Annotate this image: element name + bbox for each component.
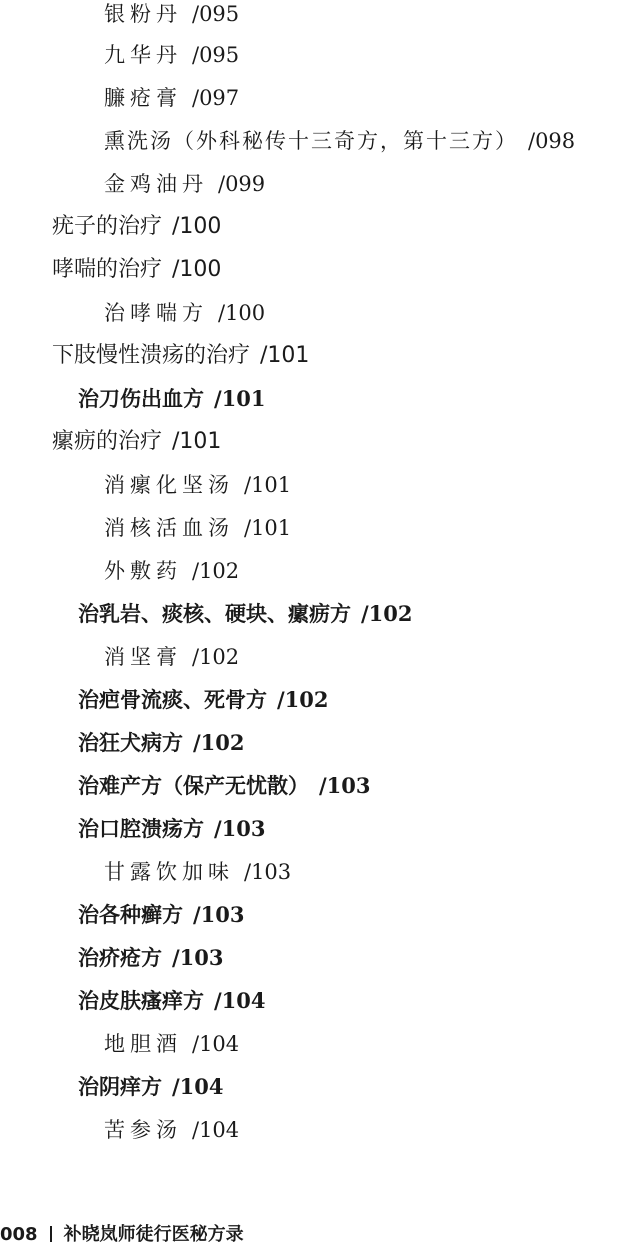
book-title: 补晓岚师徒行医秘方录 [63,1224,244,1245]
toc-entry [104,299,265,327]
toc-entry-title: 消瘰化坚汤 [104,473,234,497]
toc-entry-title: 银粉丹 [104,2,182,26]
toc-entry-page: /104 [214,988,266,1013]
toc-entry-page: /095 [192,43,240,67]
toc-entry-title: 治刀伤出血方 [78,386,204,411]
toc-entry-title: 熏洗汤（外科秘传十三奇方，第十三方） [104,129,518,153]
toc-entry-page: /100 [172,257,222,282]
toc-entry-page: /102 [193,730,245,755]
toc-entry-title: 瘰疬的治疗 [52,429,163,454]
footer-divider [50,1226,52,1242]
toc-entry [78,815,266,843]
toc-entry-title: 治阴痒方 [78,1074,162,1099]
toc-entry-page: /100 [172,214,222,239]
toc-entry-page: /104 [172,1074,224,1099]
toc-entry [78,686,329,714]
toc-entry-title: 治难产方（保产无忧散） [78,773,309,798]
toc-entry-title: 地胆酒 [104,1032,182,1056]
toc-entry-page: /101 [244,516,292,540]
toc-entry [104,643,239,671]
toc-entry [78,729,245,757]
toc-entry-title: 治哮喘方 [104,301,208,325]
toc-entry-title: 下肢慢性溃疡的治疗 [52,343,251,368]
toc-entry-page: /097 [192,86,240,110]
toc-entry [104,0,239,28]
toc-entry [104,170,265,198]
toc-entry-title: 臁疮膏 [104,86,182,110]
toc-entry [104,1030,239,1058]
toc-entry-title: 消坚膏 [104,645,182,669]
toc-entry [104,858,291,886]
toc-entry-title: 甘露饮加味 [104,860,234,884]
toc-entry-page: /102 [361,601,413,626]
toc-entry [78,600,413,628]
toc-entry [52,213,221,241]
toc-entry-page: /104 [192,1032,240,1056]
toc-entry-page: /103 [193,902,245,927]
toc-entry [104,471,291,499]
toc-entry [104,41,239,69]
toc-entry-page: /102 [192,559,240,583]
toc-entry [104,514,291,542]
toc-entry-page: /103 [244,860,292,884]
toc-entry [78,944,224,972]
toc-entry-page: /095 [192,2,240,26]
toc-entry-title: 治各种癣方 [78,902,183,927]
toc-entry-title: 疣子的治疗 [52,214,163,239]
toc-entry-title: 外敷药 [104,559,182,583]
toc-entry [104,557,239,585]
toc-entry [104,127,575,155]
toc-entry-page: /103 [214,816,266,841]
toc-entry-page: /102 [277,687,329,712]
toc-entry-page: /099 [218,172,266,196]
page-number: 008 [0,1224,38,1245]
toc-entry [52,428,221,456]
toc-entry [78,772,371,800]
toc-entry-title: 苦参汤 [104,1118,182,1142]
toc-entry-title: 治疥疮方 [78,945,162,970]
toc-entry-title: 消核活血汤 [104,516,234,540]
toc-entry-title: 治狂犬病方 [78,730,183,755]
toc-entry [78,385,266,413]
toc-entry-page: /103 [172,945,224,970]
toc-entry-title: 治口腔溃疡方 [78,816,204,841]
toc-entry-page: /101 [172,429,222,454]
toc-entry-title: 治皮肤瘙痒方 [78,988,204,1013]
toc-entry [78,901,245,929]
toc-entry [52,256,221,284]
toc-entry [52,342,309,370]
toc-entry [104,1116,239,1144]
toc-entry-page: /101 [260,343,310,368]
toc-entry [78,987,266,1015]
toc-entry-page: /100 [218,301,266,325]
toc-entry-page: /102 [192,645,240,669]
toc-entry [78,1073,224,1101]
page-footer [0,1224,244,1246]
toc-entry-title: 治乳岩、痰核、硬块、瘰疬方 [78,601,351,626]
toc-entry-title: 金鸡油丹 [104,172,208,196]
toc-entry-page: /101 [244,473,292,497]
toc-entry-title: 哮喘的治疗 [52,257,163,282]
toc-entry-title: 治疤骨流痰、死骨方 [78,687,267,712]
toc-entry [104,84,239,112]
toc-entry-page: /103 [319,773,371,798]
toc-entry-page: /098 [528,129,576,153]
toc-entry-page: /104 [192,1118,240,1142]
toc-entry-title: 九华丹 [104,43,182,67]
toc-entry-page: /101 [214,386,266,411]
